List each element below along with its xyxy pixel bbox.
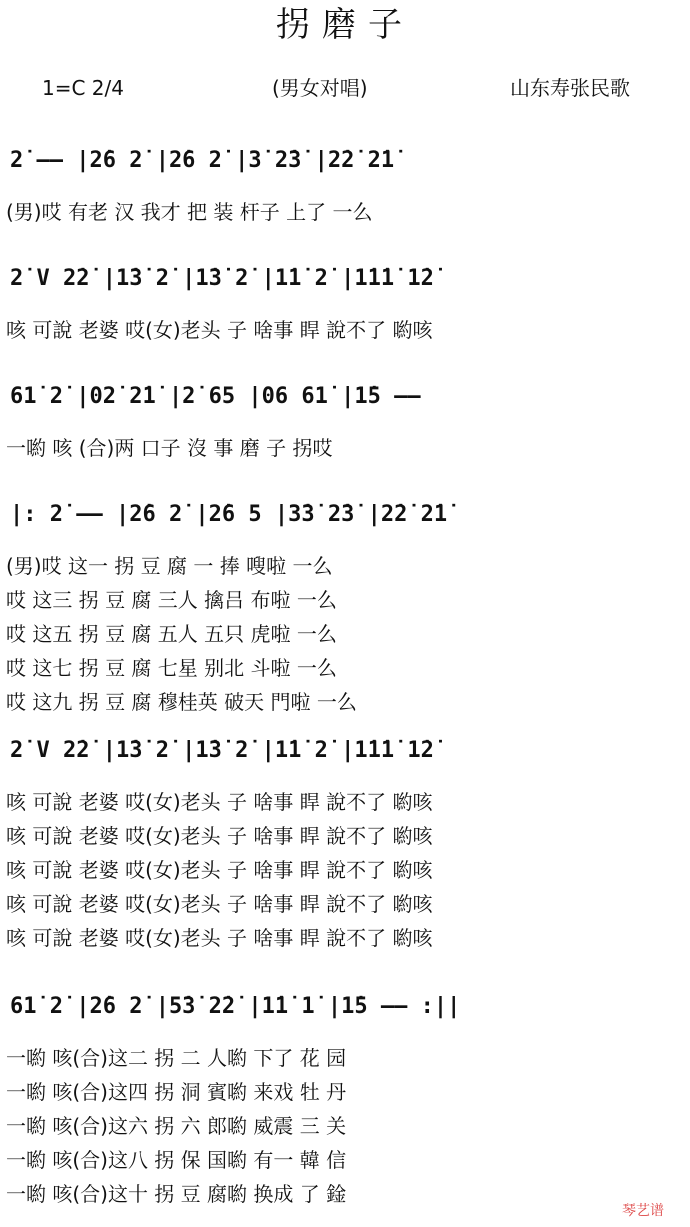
watermark: 琴艺谱 [622,1203,664,1219]
lyric-line: 一喲 咳(合)这八 拐 保 国喲 有一 韓 信 [6,1148,347,1172]
lyric-line: 咳 可說 老婆 哎(女)老头 子 啥事 睅 說不了 喲咳 [6,858,433,882]
lyric-line: 哎 这七 拐 豆 腐 七星 别北 斗啦 一么 [6,656,337,680]
lyric-line: 咳 可說 老婆 哎(女)老头 子 啥事 睅 說不了 喲咳 [6,790,433,814]
song-title: 拐磨子 [276,5,414,45]
song-source: 山东寿张民歌 [510,76,630,100]
notation-line: 61̇ 2̇ |2̇6 2̇ |5̇3̇ 2̇2̇ |1̇1̇ 1̇ |1̇5 —— :|| [10,994,461,1019]
lyric-line: 哎 这五 拐 豆 腐 五人 五只 虎啦 一么 [6,622,337,646]
notation-line: 61̇ 2̇ |02̇ 2̇1̇ |2̇ 65 |06 61̇ |1̇5 —— [10,384,421,409]
key-signature: 1=C 2/4 [42,76,124,100]
lyric-line: 哎 这九 拐 豆 腐 穆桂英 破天 門啦 一么 [6,690,357,714]
lyric-line: 一喲 咳(合)这二 拐 二 人喲 下了 花 园 [6,1046,347,1070]
lyric-line: 一喲 咳(合)这四 拐 洞 賓喲 来戏 牡 丹 [6,1080,347,1104]
lyric-line: 哎 这三 拐 豆 腐 三人 擒吕 布啦 一么 [6,588,337,612]
lyric-line: 咳 可說 老婆 哎(女)老头 子 啥事 睅 說不了 喲咳 [6,824,433,848]
performance-type: (男女对唱) [272,76,368,100]
lyric-line: 一喲 咳 (合)两 口子 沒 事 磨 子 拐哎 [6,436,333,460]
lyric-line: 一喲 咳(合)这六 拐 六 郎喲 威震 三 关 [6,1114,347,1138]
notation-line: 2̇ —— |2̇6 2̇ |2̇6 2̇ |3̇ 2̇3̇ |2̇2̇ 2̇1̇ [10,148,395,173]
notation-line: 2̇ V 2̇2̇ |1̇3̇ 2̇ |1̇3̇ 2̇ |1̇1̇ 2̇ |1̇1̇1̇ 1̇2̇ [10,266,434,291]
lyric-line: (男)哎 这一 拐 豆 腐 一 捧 嗖啦 一么 [6,554,333,578]
notation-line: 2̇ V 2̇2̇ |1̇3̇ 2̇ |1̇3̇ 2̇ |1̇1̇ 2̇ |1̇1̇1̇ 1̇2̇ [10,738,434,763]
lyric-line: 一喲 咳(合)这十 拐 豆 腐喲 换成 了 鍂 [6,1182,347,1206]
lyric-line: 咳 可說 老婆 哎(女)老头 子 啥事 睅 說不了 喲咳 [6,892,433,916]
lyric-line: 咳 可說 老婆 哎(女)老头 子 啥事 睅 說不了 喲咳 [6,318,433,342]
lyric-line: (男)哎 有老 汉 我才 把 装 杆子 上了 一么 [6,200,373,224]
notation-line: |: 2̇ —— |2̇6 2̇ |2̇6 5 |3̇3̇ 2̇3̇ |2̇2̇ 2̇1̇ [10,502,448,527]
lyric-line: 咳 可說 老婆 哎(女)老头 子 啥事 睅 說不了 喲咳 [6,926,433,950]
